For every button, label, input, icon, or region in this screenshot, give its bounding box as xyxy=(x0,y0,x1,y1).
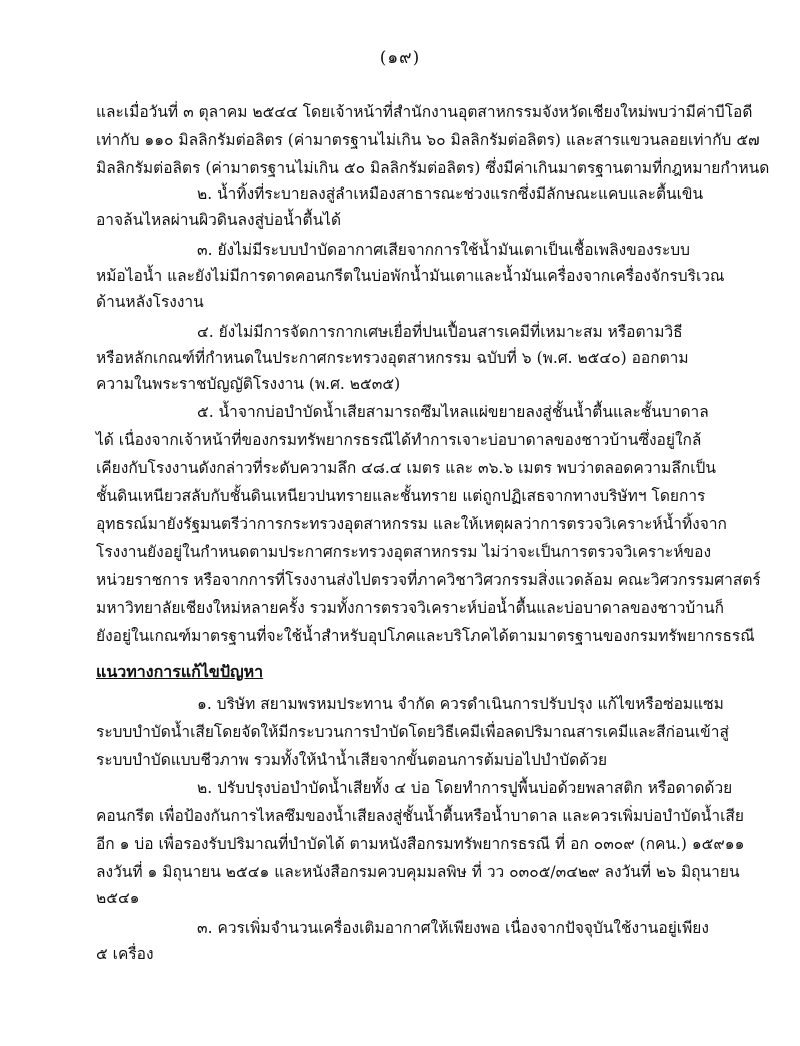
solution-line: ระบบบำบัดน้ำเสียโดยจัดให้มีกระบวนการบำบัดโดยวิธีเคมีเพื่อลดปริมาณสารเคมีและสีก่อนเข้าสู่ xyxy=(96,723,729,741)
body-line: มหาวิทยาลัยเชียงใหม่หลายครั้ง รวมทั้งการตรวจวิเคราะห์บ่อน้ำตื้นและบ่อบาดาลของชาวบ้านก็ xyxy=(96,599,724,617)
body-line: ๕. น้ำจากบ่อบำบัดน้ำเสียสามารถซึมไหลแผ่ขยายลงสู่ชั้นน้ำตื้นและชั้นบาดาล xyxy=(197,403,709,421)
body-line: ได้ เนื่องจากเจ้าหน้าที่ของกรมทรัพยากรธรณีได้ทำการเจาะบ่อบาดาลของชาวบ้านซึ่งอยู่ใกล้ xyxy=(96,431,702,449)
solution-line: อีก ๑ บ่อ เพื่อรองรับปริมาณที่บำบัดได้ ตามหนังสือกรมทรัพยากรธรณี ที่ อก ๐๓๐๙ (กคน.) ๑๕๙๑๑ xyxy=(96,835,745,853)
solution-line: ๒๕๔๑ xyxy=(96,889,140,907)
solution-line: ๑. บริษัท สยามพรหมประทาน จำกัด ควรดำเนินการปรับปรุง แก้ไขหรือซ่อมแซม xyxy=(197,695,724,713)
body-line: ยังอยู่ในเกณฑ์มาตรฐานที่จะใช้น้ำสำหรับอุปโภคและบริโภคได้ตามมาตรฐานของกรมทรัพยากรธรณี xyxy=(96,627,755,645)
body-line: เท่ากับ ๑๑๐ มิลลิกรัมต่อลิตร (ค่ามาตรฐานไม่เกิน ๖๐ มิลลิกรัมต่อลิตร) และสารแขวนลอยเท่ากับ ๕๗ xyxy=(96,131,760,149)
solution-line: ๓. ควรเพิ่มจำนวนเครื่องเติมอากาศให้เพียงพอ เนื่องจากปัจจุบันใช้งานอยู่เพียง xyxy=(197,919,709,937)
solution-line: ๒. ปรับปรุงบ่อบำบัดน้ำเสียทั้ง ๔ บ่อ โดยทำการปูพื้นบ่อด้วยพลาสติก หรือดาดด้วย xyxy=(197,779,733,797)
solution-line: ระบบบำบัดแบบชีวภาพ รวมทั้งให้นำน้ำเสียจากขั้นตอนการต้มบ่อไปบำบัดด้วย xyxy=(96,751,608,769)
section-heading: แนวทางการแก้ไขปัญหา xyxy=(96,662,264,681)
body-line: อาจล้นไหลผ่านผิวดินลงสู่บ่อน้ำตื้นได้ xyxy=(96,211,342,229)
body-line: หม้อไอน้ำ และยังไม่มีการดาดคอนกรีตในบ่อพักน้ำมันเตาและน้ำมันเครื่องจากเครื่องจักรบริเวณ xyxy=(96,267,725,285)
body-line: ความในพระราชบัญญัติโรงงาน (พ.ศ. ๒๕๓๕) xyxy=(96,375,401,393)
body-line: หรือหลักเกณฑ์ที่กำหนดในประกาศกระทรวงอุตสาหกรรม ฉบับที่ ๖ (พ.ศ. ๒๕๔๐) ออกตาม xyxy=(96,349,689,367)
body-line: เคียงกับโรงงานดังกล่าวที่ระดับความลึก ๔๘.๔ เมตร และ ๓๖.๖ เมตร พบว่าตลอดความลึกเป็น xyxy=(96,459,716,477)
solution-line: ลงวันที่ ๑ มิถุนายน ๒๕๔๑ และหนังสือกรมควบคุมมลพิษ ที่ วว ๐๓๐๕/๓๔๒๙ ลงวันที่ ๒๖ มิถุนายน xyxy=(96,863,740,881)
body-line: และเมื่อวันที่ ๓ ตุลาคม ๒๕๔๔ โดยเจ้าหน้าที่สำนักงานอุตสาหกรรมจังหวัดเชียงใหม่พบว่ามีค่าบีโอดี xyxy=(96,103,753,121)
body-line: ด้านหลังโรงงาน xyxy=(96,293,204,311)
body-line: โรงงานยังอยู่ในกำหนดตามประกาศกระทรวงอุตสาหกรรม ไม่ว่าจะเป็นการตรวจวิเคราะห์ของ xyxy=(96,543,712,561)
solution-line: ๕ เครื่อง xyxy=(96,945,154,963)
body-line: มิลลิกรัมต่อลิตร (ค่ามาตรฐานไม่เกิน ๕๐ มิลลิกรัมต่อลิตร) ซึ่งมีค่าเกินมาตรฐานตามที่กฎหมายกำหนด xyxy=(96,159,770,177)
body-line: ๔. ยังไม่มีการจัดการกากเศษเยื่อที่ปนเปื้อนสารเคมีที่เหมาะสม หรือตามวิธี xyxy=(197,323,683,341)
body-line: ๓. ยังไม่มีระบบบำบัดอากาศเสียจากการใช้น้ำมันเตาเป็นเชื้อเพลิงของระบบ xyxy=(197,241,690,259)
body-line: หน่วยราชการ หรือจากการที่โรงงานส่งไปตรวจที่ภาควิชาวิศวกรรมสิ่งแวดล้อม คณะวิศวกรรมศาสตร์ xyxy=(96,571,761,589)
body-line: ชั้นดินเหนียวสลับกับชั้นดินเหนียวปนทรายและชั้นทราย แต่ถูกปฏิเสธจากทางบริษัทฯ โดยการ xyxy=(96,487,706,505)
solution-line: คอนกรีต เพื่อป้องกันการไหลซึมของน้ำเสียลงสู่ชั้นน้ำตื้นหรือน้ำบาดาล และควรเพิ่มบ่อบำบัดน้ำเสีย xyxy=(96,807,744,825)
body-line: อุทธรณ์มายังรัฐมนตรีว่าการกระทรวงอุตสาหกรรม และให้เหตุผลว่าการตรวจวิเคราะห์น้ำทิ้งจาก xyxy=(96,515,727,533)
page-number: (๑๙) xyxy=(379,48,421,68)
body-line: ๒. น้ำทิ้งที่ระบายลงสู่ลำเหมืองสาธารณะช่วงแรกซึ่งมีลักษณะแคบและตื้นเขิน xyxy=(197,185,704,203)
